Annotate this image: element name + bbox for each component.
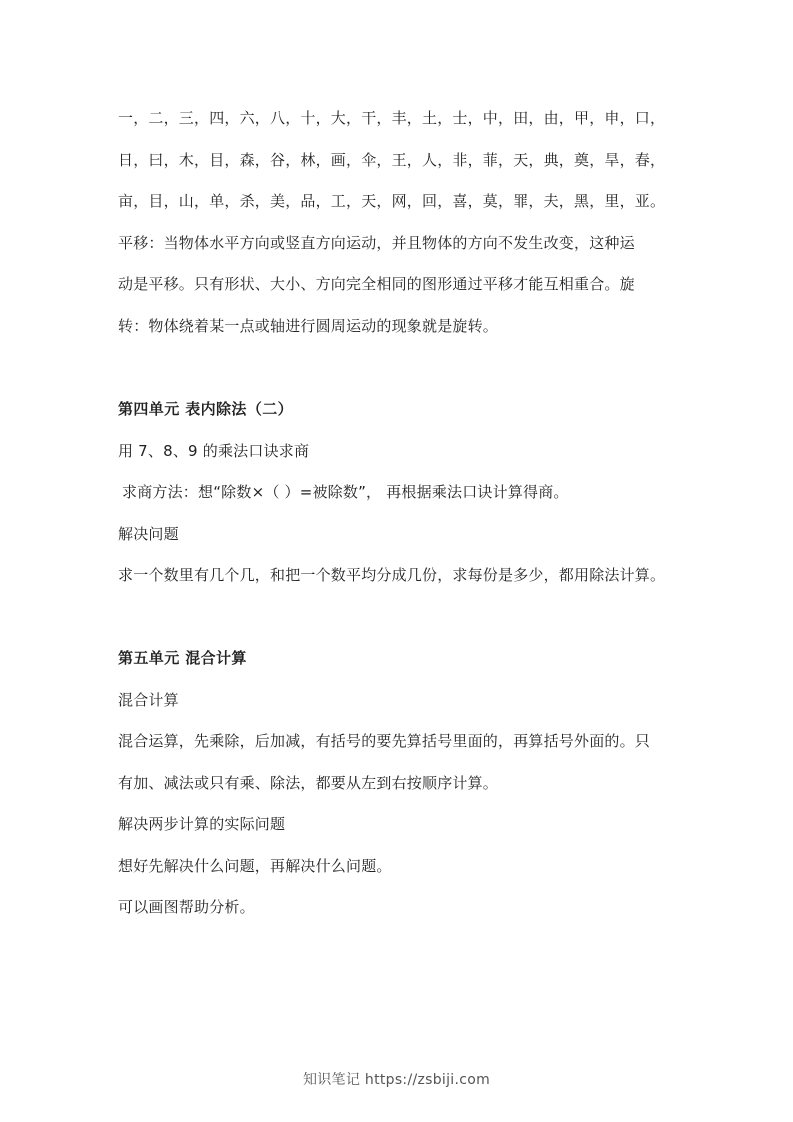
unit4-subtitle: 用 7、8、9 的乘法口诀求商 xyxy=(118,442,310,460)
unit5-heading: 第五单元 混合计算 xyxy=(118,649,247,667)
character-row-2: 日，曰，木，目，森，谷，林，画，伞，王，人，非，菲，天，典，奠，旱，春， xyxy=(118,151,666,169)
unit5-tip-2: 可以画图帮助分析。 xyxy=(118,898,255,916)
character-row-1: 一，二，三，四，六，八，十，大，干，丰，土，士，中，田，由，甲，申，口， xyxy=(118,109,666,127)
unit5-rule-line-1: 混合运算，先乘除，后加减，有括号的要先算括号里面的，再算括号外面的。只 xyxy=(118,732,651,750)
unit4-method: 求商方法：想“除数×（ ）=被除数”， 再根据乘法口诀计算得商。 xyxy=(122,483,569,501)
unit4-heading: 第四单元 表内除法（二） xyxy=(118,400,294,418)
translation-paragraph-line-1: 平移：当物体水平方向或竖直方向运动，并且物体的方向不发生改变，这种运 xyxy=(118,234,635,252)
unit4-problem-heading: 解决问题 xyxy=(118,525,179,543)
character-row-3: 亩，目，山，单，杀，美，品，工，天，网，回，喜，莫，罪，夫，黑，里，亚。 xyxy=(118,192,666,210)
unit5-tip-1: 想好先解决什么问题，再解决什么问题。 xyxy=(118,857,392,875)
rotation-paragraph-line: 转：物体绕着某一点或轴进行圆周运动的现象就是旋转。 xyxy=(118,317,499,335)
unit5-rule-line-2: 有加、减法或只有乘、除法，都要从左到右按顺序计算。 xyxy=(118,774,499,792)
unit5-problem-heading: 解决两步计算的实际问题 xyxy=(118,815,286,833)
footer-watermark: 知识笔记 https://zsbiji.com xyxy=(302,1072,491,1088)
unit4-problem-text: 求一个数里有几个几，和把一个数平均分成几份，求每份是多少，都用除法计算。 xyxy=(118,566,666,584)
unit5-subtitle: 混合计算 xyxy=(118,691,179,709)
translation-paragraph-line-2: 动是平移。只有形状、大小、方向完全相同的图形通过平移才能互相重合。旋 xyxy=(118,275,635,293)
